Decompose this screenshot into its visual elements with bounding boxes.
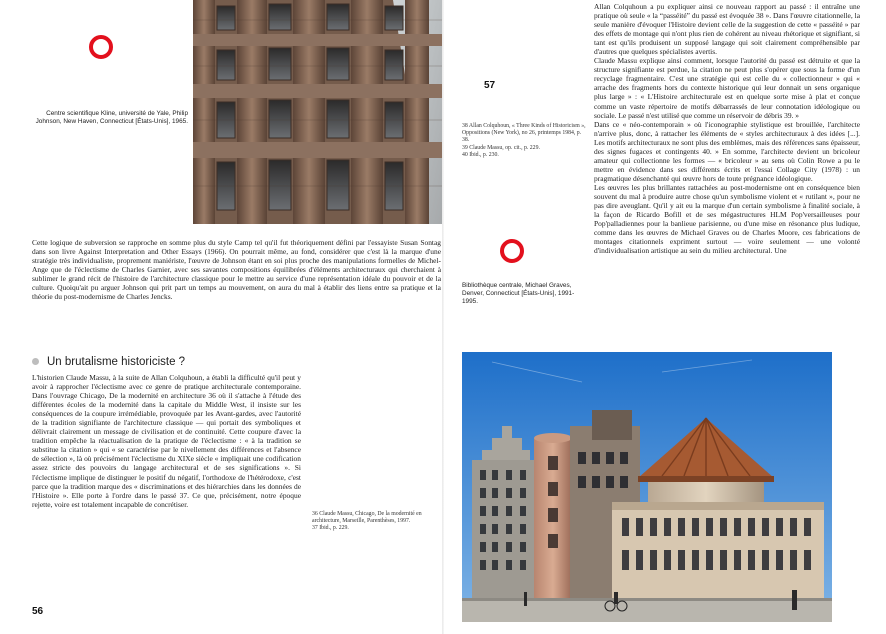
footnote-38: 38 Allan Colquhoun, « Three Kinds of Historicism », Oppositions (New York), no 26, printemps 1984, p. 38. bbox=[462, 123, 586, 144]
red-ring-icon bbox=[89, 35, 113, 59]
footnote-39: 39 Claude Massu, op. cit., p. 229. bbox=[462, 144, 540, 151]
body-text-right bbox=[594, 2, 860, 255]
footnotes-right bbox=[462, 123, 587, 159]
section-heading-text: Un brutalisme historiciste ? bbox=[47, 356, 186, 368]
footnote-37: 37 Ibid., p. 229. bbox=[312, 525, 349, 532]
photo-kline-science-center bbox=[193, 0, 442, 224]
footnote-40: 40 Ibid., p. 230. bbox=[462, 151, 499, 158]
paragraph-post-modernism: Les œuvres les plus brillantes rattachées au post-modernisme ont en conséquence bien souvent du mal à produire autre chose qu'un symbolisme violent et « rutilant », pour ne pas dire aveuglant. Qu'il y ait eu la marque d'un certain symbolisme à finalité sociale, à la façon de Ricardo Bofill et de ses mégastructures HLM Pop'versailleuses pour Pop'palladiennes pour la banlieue parisienne, ou d'une mise en résonance plus ludique, comme dans les œuvres de Michael Graves ou de Charles Moore, ces fabrications de montages citationnels expriment surtout — voire seulement — une volonté d'individualisation artistique au sein du milieu architectural. Une bbox=[594, 182, 860, 256]
paragraph-neo-contemporain: Dans ce « néo-contemporain » où l'iconographie stylistique est brouillée, l'architecte n'arrive plus, donc, à rattacher les éléments de « styles architecturaux à des idées [...]. Les motifs architecturaux ne sont plus des emblèmes, mais des références sans épaisseur, des signes fugaces et contingents 40. » En somme, l'architecte devient un bricoleur amateur qui collectionne les formes — « bricoleur » au sens où Colin Rowe a pu le mettre en évidence dans ses différents écrits et l'essai Collage City (1978) : un pragmatique désenchanté qui œuvre hors de toute prégnance idéologique. bbox=[594, 119, 860, 183]
body-text-left-bottom bbox=[32, 373, 301, 509]
caption-denver-library: Bibliothèque centrale, Michael Graves, Denver, Connecticut [États-Unis], 1991-1995. bbox=[462, 282, 575, 306]
page-number-right: 57 bbox=[484, 80, 496, 91]
paragraph-colquhoun: Allan Colquhoun a pu expliquer ainsi ce nouveau rapport au passé : il entraîne une pratique où seule « la “passéité” du passé est évoquée 38 ». Dans l'œuvre citationnelle, la seule manière d'évoquer l'Histoire devient celle de la suggestion de cette « passéité » par des effets de montage qui n'ont plus rien de cohérent au niveau rhétorique et signifiant, si tant est qu'ils produisent un supposé langage qui soit clairement compréhensible par d'autres que quelques spécialistes avertis. bbox=[594, 2, 860, 57]
book-gutter bbox=[442, 0, 444, 634]
body-text-left-top bbox=[32, 238, 441, 301]
footnote-36: 36 Claude Massu, Chicago, De la modernité en architecture, Marseille, Parenthèses, 1997. bbox=[312, 511, 422, 525]
kline-facade-illustration bbox=[193, 0, 442, 224]
paragraph-massu: Claude Massu explique ainsi comment, lorsque l'autorité du passé est détruite et que la structure signifiante est perdue, la citation ne peut plus s'opérer que sous la forme d'un recyclage fragmentaire. C'est une stratégie qui est celle du « collectionneur » qui « arrache des fragments hors du contexte historique qui leur donnait un sens organique plus large » : « L'Histoire architecturale est en quelque sorte mise à plat et conçue comme un vaste répertoire de motifs débarrassés de leur connotation idéologique ou sociale. Le passé n'est utilisé que comme un réservoir de débris 39. » bbox=[594, 56, 860, 120]
caption-kline-center: Centre scientifique Kline, université de Yale, Philip Johnson, New Haven, Connecticut [États-Unis], 1965. bbox=[35, 110, 188, 126]
photo-denver-central-library bbox=[462, 352, 832, 622]
red-ring-icon bbox=[500, 239, 524, 263]
paragraph-camp-style: Cette logique de subversion se rapproche en somme plus du style Camp tel qu'il fut théoriquement défini par l'essayiste Susan Sontag dans son livre Against Interpretation and Other Essays (1966). On pourrait même, au fond, considérer que c'est là la marque d'une stratégie très individualiste, proprement maniériste, l'œuvre de Johnson étant en soi plus proche des manipulations formelles de Michel-Ange que de l'éclectisme de Charles Garnier, avec ses savantes compositions équilibrées d'éléments architecturaux qui cherchaient à sublimer le grand récit de l'histoire de l'architecture classique pour le mettre au service d'une représentation idéale du pouvoir et de la culture. Quoiqu'ait pu arguer Johnson qui prit part un temps au mouvement, on aura du mal à établir des liens entre sa pratique et la théorie du post-modernisme de Charles Jencks. bbox=[32, 238, 441, 302]
paragraph-brutalism: L'historien Claude Massu, à la suite de Allan Colquhoun, a établi la difficulté qu'il peut y avoir à rapprocher l'éclectisme avec ce genre de pratique architecturale contemporaine. Dans l'ouvrage Chicago, De la modernité en architecture 36 où il s'attache à l'étude des différentes écoles de la modernité dans la capitale du Middle West, il insiste sur les conséquences de la coupure irrémédiable, provoquée par les Avant-gardes, avec l'autorité de la tradition signifiante de l'architecture classique — qui portait des symboliques et délivrait clairement un message de civilisation et de continuité. Cette coupure d'avec la tradition empêche la réactualisation de la pratique de l'éclectisme : « à la tradition se substitue la citation » qui « se caractérise par le nivellement des différences et l'absence de sélection », là où précisément l'éclectisme du XIXe siècle « impliquait une codification assez stricte des pouvoirs du langage architectural et de ses significations ». Si l'éclectisme implique de distinguer le positif du négatif, l'orthodoxe de l'hétérodoxe, c'est parce que la tradition marque des « discriminations et des hiérarchies dans les données de l'Histoire ». Elle porte à l'ordre dans le passé 37. Ce que, précisément, notre époque rejette, voire est totalement incapable de concrétiser. bbox=[32, 373, 301, 509]
denver-library-illustration bbox=[462, 352, 832, 622]
bullet-dot-icon bbox=[32, 358, 39, 365]
footnotes-left bbox=[312, 511, 442, 533]
page-number-left: 56 bbox=[32, 606, 44, 617]
section-heading bbox=[32, 356, 185, 368]
